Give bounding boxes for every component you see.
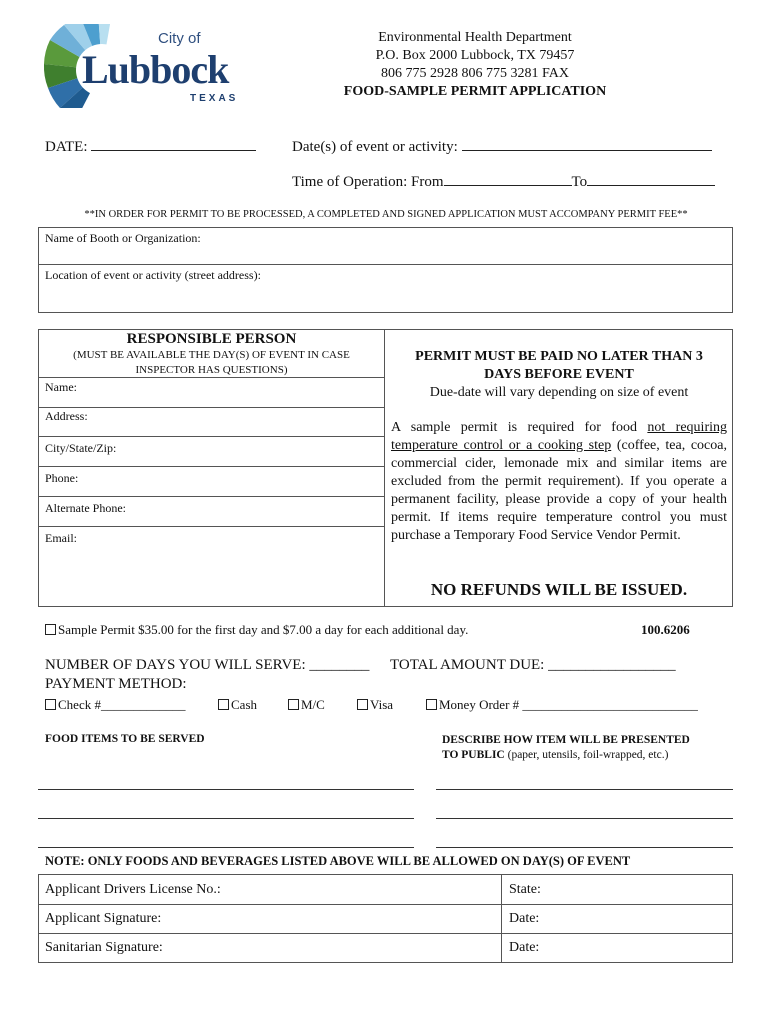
organization-box (38, 227, 733, 313)
address-label: Address: (45, 409, 88, 423)
dept-address: P.O. Box 2000 Lubbock, TX 79457 (375, 48, 575, 63)
logo-city-of: City of (158, 30, 201, 47)
mc-label: M/C (301, 697, 325, 712)
describe-line2: TO PUBLIC (442, 749, 505, 761)
location-label: Location of event or activity (street address): (45, 268, 261, 282)
payment-method-label: PAYMENT METHOD: (45, 676, 187, 692)
describe-line1: DESCRIBE HOW ITEM WILL BE PRESENTED (442, 734, 690, 746)
license-state-label[interactable]: State: (509, 882, 541, 897)
event-dates-label: Date(s) of event or activity: (292, 139, 458, 155)
event-dates-field[interactable] (292, 138, 712, 156)
days-field[interactable]: NUMBER OF DAYS YOU WILL SERVE: ________ (45, 657, 370, 673)
total-field[interactable]: TOTAL AMOUNT DUE: _________________ (390, 657, 676, 673)
date-label: DATE: (45, 139, 88, 155)
presentation-line-3[interactable] (436, 847, 733, 848)
cash-label: Cash (231, 697, 257, 712)
applicant-signature-label[interactable]: Applicant Signature: (45, 911, 162, 926)
permit-description (391, 419, 727, 545)
mc-checkbox[interactable] (288, 699, 299, 710)
city-state-zip-label: City/State/Zip: (45, 441, 117, 455)
food-line-1[interactable] (38, 789, 414, 790)
payment-check[interactable] (45, 697, 185, 713)
permit-desc-underlined: not requiring temperature control or a cooking step (391, 420, 727, 453)
logo-city-name: Lubbock (82, 47, 229, 92)
visa-label: Visa (370, 697, 394, 712)
time-field[interactable] (292, 173, 715, 191)
date-line[interactable] (91, 138, 256, 151)
applicant-date-label[interactable]: Date: (509, 911, 540, 926)
dept-phones: 806 775 2928 806 775 3281 FAX (381, 66, 569, 81)
money-order-label: Money Order # ___________________________ (439, 697, 698, 712)
city-logo (40, 22, 239, 112)
describe-label (442, 733, 690, 763)
cash-checkbox[interactable] (218, 699, 229, 710)
license-label[interactable]: Applicant Drivers License No.: (45, 882, 221, 897)
email-label: Email: (45, 531, 77, 545)
header-block (300, 29, 650, 101)
dept-name: Environmental Health Department (378, 30, 572, 45)
form-title: FOOD-SAMPLE PERMIT APPLICATION (343, 84, 607, 99)
allowed-foods-note: NOTE: ONLY FOODS AND BEVERAGES LISTED ABOVE WILL BE ALLOWED ON DAY(S) OF EVENT (45, 854, 631, 868)
time-label: Time of Operation: From (292, 174, 444, 190)
sanitarian-signature-label[interactable]: Sanitarian Signature: (45, 940, 163, 955)
visa-checkbox[interactable] (357, 699, 368, 710)
from-line[interactable] (444, 173, 572, 186)
fee-notice: **IN ORDER FOR PERMIT TO BE PROCESSED, A COMPLETED AND SIGNED APPLICATION MUST ACCOMPANY PERMIT FEE** (84, 209, 688, 220)
payment-visa[interactable] (357, 697, 393, 713)
payment-money-order[interactable] (426, 697, 698, 713)
logo-state: TEXAS (190, 93, 239, 104)
to-label: To (571, 174, 588, 190)
presentation-line-2[interactable] (436, 818, 733, 819)
responsible-box (38, 329, 733, 607)
payment-mc[interactable] (288, 697, 325, 713)
permit-desc-part1: A sample permit is required for food (391, 420, 637, 435)
alternate-phone-label: Alternate Phone: (45, 501, 126, 515)
to-line[interactable] (587, 173, 715, 186)
presentation-line-1[interactable] (436, 789, 733, 790)
describe-hint: (paper, utensils, foil-wrapped, etc.) (507, 749, 669, 761)
permit-deadline: PERMIT MUST BE PAID NO LATER THAN 3 DAYS BEFORE EVENT (415, 349, 703, 382)
account-code: 100.6206 (641, 622, 690, 637)
sanitarian-date-label[interactable]: Date: (509, 940, 540, 955)
food-line-3[interactable] (38, 847, 414, 848)
permit-desc-part2: (coffee, tea, cocoa, commercial cider, lemonade mix and similar items are excluded from the permit requirement). If you operate a permanent facility, please provide a copy of your health permit. If items require temperature control you must purchase a Temporary Food Service Vendor Permit. (391, 438, 727, 543)
permit-due-date: Due-date will vary depending on size of event (429, 385, 689, 400)
food-items-label: FOOD ITEMS TO BE SERVED (45, 733, 205, 745)
responsible-subtitle: (MUST BE AVAILABLE THE DAY(S) OF EVENT IN CASE INSPECTOR HAS QUESTIONS) (73, 349, 350, 376)
responsible-title: RESPONSIBLE PERSON (126, 331, 297, 347)
payment-cash[interactable] (218, 697, 257, 713)
event-dates-line[interactable] (462, 138, 712, 151)
food-line-2[interactable] (38, 818, 414, 819)
signature-table (38, 874, 733, 963)
sample-permit-option[interactable] (45, 622, 468, 638)
check-label: Check #_____________ (58, 697, 186, 712)
phone-label: Phone: (45, 471, 79, 485)
check-checkbox[interactable] (45, 699, 56, 710)
no-refunds: NO REFUNDS WILL BE ISSUED. (430, 580, 688, 599)
booth-label: Name of Booth or Organization: (45, 231, 201, 245)
sample-permit-checkbox[interactable] (45, 624, 56, 635)
name-label: Name: (45, 380, 77, 394)
date-field[interactable] (45, 138, 256, 156)
money-order-checkbox[interactable] (426, 699, 437, 710)
sample-permit-label: Sample Permit $35.00 for the first day and $7.00 a day for each additional day. (58, 622, 469, 637)
